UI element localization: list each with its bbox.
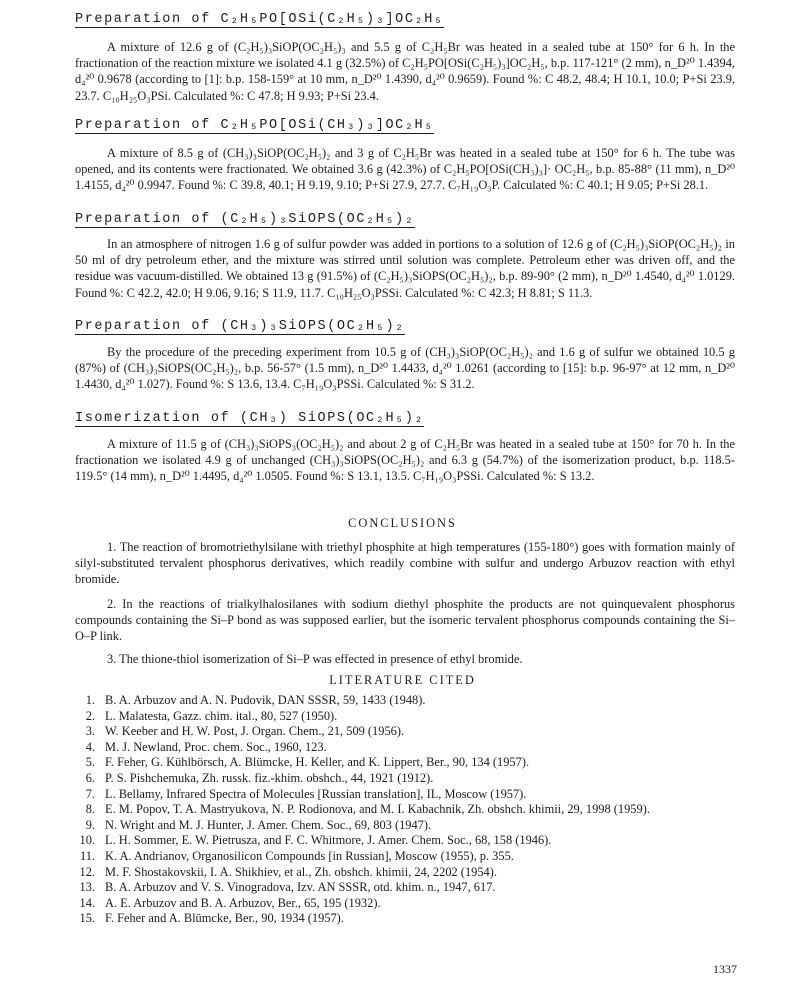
- reference-item: 4. M. J. Newland, Proc. chem. Soc., 1960, 123.: [85, 739, 327, 754]
- reference-item: 14. A. E. Arbuzov and B. A. Arbuzov, Ber., 65, 195 (1932).: [79, 895, 381, 910]
- reference-item: 10. L. H. Sommer, E. W. Pietrusza, and F. C. Whitmore, J. Amer. Chem. Soc., 68, 158 (1946).: [79, 833, 552, 848]
- conclusion-item-3: 3. The thione-thiol isomerization of Si–P was effected in presence of ethyl bromide.: [107, 652, 523, 666]
- section-title-4: Preparation of (CH₃)₃SiOPS(OC₂H₅)₂: [75, 319, 405, 334]
- reference-item: 11. K. A. Andrianov, Organosilicon Compounds [in Russian], Moscow (1955), p. 355.: [79, 848, 514, 863]
- page-number: 1337: [713, 962, 737, 976]
- reference-item: 12. M. F. Shostakovskii, I. A. Shikhiev, et al., Zh. obshch. khimii, 24, 2202 (1954).: [79, 864, 497, 879]
- section-body-1: A mixture of 12.6 g of (C₂H₅)₃SiOP(OC₂H₅)₃ and 5.5 g of C₂H₅Br was heated in a sealed tube at 150° for 6 h. In the fractionation of the reaction mixture we isolated 4.1 g (32.5%) of C₂H₅PO[OSi(C₂H₅)₃]OC₂H₅, b.p. 117-121° (2 mm), n_D²⁰ 1.4394, d₄²⁰ 0.9678 (according to [1]: b.p. 158-159° at 10 mm, n_D²⁰ 1.4390, d₄²⁰ 0.9659). Found %: C 48.2, 48.4; H 10.1, 10.0; P+Si 23.9, 23.7. C₁₀H₂₅O₃PSi. Calculated %: C 47.8; H 9.93; P+Si 23.4.: [75, 40, 735, 103]
- section-body-2: A mixture of 8.5 g of (CH₃)₃SiOP(OC₂H₅)₂ and 3 g of C₂H₅Br was heated in a sealed tube at 150° for 6 h. The tube was opened, and its contents were fractionated. We obtained 3.6 g (42.3%) of C₂H₅PO[OSi(CH₃)₃]· OC₂H₅, b.p. 85-88° (11 mm), n_D²⁰ 1.4155, d₄²⁰ 0.9947. Found %: C 39.8, 40.1; H 9.19, 9.10; P+Si 27.9, 27.7. C₇H₁₉O₃P. Calculated %: C 40.1; H 9.05; P+Si 28.1.: [75, 146, 735, 193]
- reference-item: 7. L. Bellamy, Infrared Spectra of Molecules [Russian translation], IL, Moscow (1957).: [85, 786, 527, 801]
- section-title-1: Preparation of C₂H₅PO[OSi(C₂H₅)₃]OC₂H₅: [75, 12, 444, 27]
- section-title-2: Preparation of C₂H₅PO[OSi(CH₃)₃]OC₂H₅: [75, 118, 434, 133]
- section-title-5: Isomerization of (CH₃) SiOPS(OC₂H₅)₂: [75, 411, 425, 426]
- reference-item: 13. B. A. Arbuzov and V. S. Vinogradova, Izv. AN SSSR, otd. khim. n., 1947, 617.: [79, 880, 496, 895]
- reference-item: 6. P. S. Pishchemuka, Zh. russk. fiz.-khim. obshch., 44, 1921 (1912).: [85, 770, 434, 785]
- reference-item: 15. F. Feher and A. Blümcke, Ber., 90, 1934 (1957).: [79, 911, 344, 926]
- literature-heading: LITERATURE CITED: [329, 673, 476, 687]
- reference-item: 2. L. Malatesta, Gazz. chim. ital., 80, 527 (1950).: [85, 708, 338, 723]
- section-body-5: A mixture of 11.5 g of (CH₃)₃SiOPS₃(OC₂H₅)₂ and about 2 g of C₂H₅Br was heated in a sealed tube at 150° for 70 h. In the fractionation we isolated 4.9 g of unchanged (CH₃)₃SiOPS(OC₂H₅)₂ and 6.3 g (54.7%) of the isomerization product, b.p. 118.5-119.5° (14 mm), n_D²⁰ 1.4495, d₄²⁰ 1.0505. Found %: S 13.1, 13.5. C₇H₁₉O₃PSSi. Calculated %: S 13.2.: [75, 437, 735, 484]
- reference-item: 8. E. M. Popov, T. A. Mastryukova, N. P. Rodionova, and M. I. Kabachnik, Zh. obshch. khimii, 29, 1998 (1959).: [85, 802, 650, 817]
- section-body-4: By the procedure of the preceding experiment from 10.5 g of (CH₃)₃SiOP(OC₂H₅)₂ and 1.6 g of sulfur we obtained 10.5 g (87%) of (CH₃)₃SiOPS(OC₂H₅)₂, b.p. 56-57° (1.5 mm), n_D²⁰ 1.4433, d₄²⁰ 1.0261 (according to [15]: b.p. 96-97° at 12 mm, n_D²⁰ 1.4430, d₄²⁰ 1.027). Found %: S 13.6, 13.4. C₇H₁₉O₃PSSi. Calculated %: S 31.2.: [75, 345, 735, 392]
- conclusion-item-1: 1. The reaction of bromotriethylsilane with triethyl phosphite at high temperatures (155-180°) goes with formation mainly of silyl-substituted tervalent phosphorus derivatives, which readily combine with sulfur and undergo Arbuzov reaction with ethyl bromide.: [75, 540, 735, 587]
- section-body-3: In an atmosphere of nitrogen 1.6 g of sulfur powder was added in portions to a solution of 12.6 g of (C₂H₅)₃SiOP(OC₂H₅)₂ in 50 ml of dry petroleum ether, and the mixture was stirred until solution was complete. Petroleum ether was driven off, and the residue was vacuum-distilled. We obtained 13 g (91.5%) of (C₂H₅)₃SiOPS(OC₂H₅)₂, b.p. 89-90° (2 mm), n_D²⁰ 1.4540, d₄²⁰ 1.0129. Found %: C 42.2, 42.0; H 9.06, 9.16; S 11.9, 11.7. C₁₀H₂₅O₃PSSi. Calculated %: C 42.3; H 8.81; S 11.3.: [75, 237, 735, 300]
- section-title-3: Preparation of (C₂H₅)₃SiOPS(OC₂H₅)₂: [75, 212, 415, 227]
- conclusion-item-2: 2. In the reactions of trialkylhalosilanes with sodium diethyl phosphite the products are not quinquevalent phosphorus compounds containing the Si–P bond as was supposed earlier, but the isomeric tervalent phosphorus compounds containing the Si–O–P link.: [75, 597, 735, 644]
- conclusions-heading: CONCLUSIONS: [348, 516, 457, 530]
- reference-list: [75, 693, 735, 927]
- reference-item: 1. B. A. Arbuzov and A. N. Pudovik, DAN SSSR, 59, 1433 (1948).: [85, 693, 426, 707]
- reference-item: 3. W. Keeber and H. W. Post, J. Organ. Chem., 21, 509 (1956).: [85, 724, 405, 739]
- reference-item: 5. F. Feher, G. Kühlbörsch, A. Blümcke, H. Keller, and K. Lippert, Ber., 90, 134 (1957).: [85, 755, 530, 770]
- reference-item: 9. N. Wright and M. J. Hunter, J. Amer. Chem. Soc., 69, 803 (1947).: [85, 817, 432, 832]
